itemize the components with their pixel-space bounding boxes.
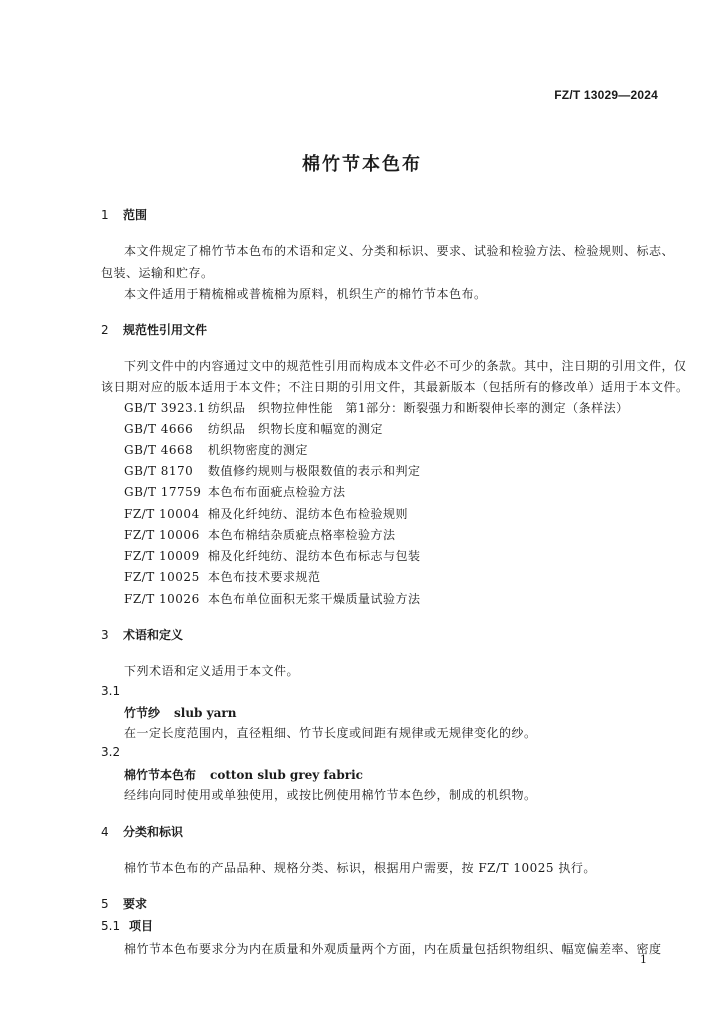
reference-title: 纺织品 织物拉伸性能 第1部分：断裂强力和断裂伸长率的测定（条样法） — [208, 401, 629, 415]
reference-code: FZ/T 10004 — [124, 507, 200, 521]
section-number: 2 — [101, 323, 109, 337]
page-number: 1 — [640, 953, 647, 966]
reference-code: GB/T 17759 — [124, 485, 202, 499]
subsection-title: 项目 — [129, 919, 154, 933]
term-heading — [124, 704, 236, 721]
s2-intro-line-2: 该日期对应的版本适用于本文件；不注日期的引用文件，其最新版本（包括所有的修改单）适用于本文件。 — [101, 380, 689, 394]
reference-title: 数值修约规则与极限数值的表示和判定 — [208, 464, 421, 478]
reference-item — [124, 568, 321, 585]
subsection-number: 5.1 — [101, 919, 121, 933]
term-en: cotton slub grey fabric — [210, 768, 363, 782]
document-title: 棉竹节本色布 — [302, 154, 422, 175]
reference-title: 机织物密度的测定 — [208, 443, 309, 457]
reference-code: GB/T 4668 — [124, 443, 194, 457]
s1-paragraph-1-line-2: 包装、运输和贮存。 — [101, 266, 214, 280]
reference-title: 本色布技术要求规范 — [208, 570, 321, 584]
section-title: 范围 — [123, 208, 148, 222]
reference-item — [124, 441, 308, 458]
reference-item — [124, 590, 421, 607]
s5-1-paragraph: 棉竹节本色布要求分为内在质量和外观质量两个方面，内在质量包括织物组织、幅宽偏差率、密度 — [124, 942, 662, 956]
s2-intro-line-1: 下列文件中的内容通过文中的规范性引用而构成本文件必不可少的条款。其中，注日期的引用文件，仅 — [124, 359, 687, 373]
reference-code: FZ/T 10026 — [124, 592, 200, 606]
term-en: slub yarn — [174, 706, 237, 720]
reference-title: 纺织品 织物长度和幅宽的测定 — [208, 422, 384, 436]
reference-item — [124, 526, 396, 543]
reference-title: 本色布布面疵点检验方法 — [208, 485, 346, 499]
section-title: 术语和定义 — [123, 628, 184, 642]
reference-code: GB/T 4666 — [124, 422, 194, 436]
s4-paragraph: 棉竹节本色布的产品品种、规格分类、标识，根据用户需要，按 FZ/T 10025 执行。 — [124, 861, 596, 875]
section-number: 1 — [101, 208, 109, 222]
reference-title: 本色布棉结杂质疵点格率检验方法 — [208, 528, 396, 542]
reference-code: GB/T 8170 — [124, 464, 194, 478]
term-zh: 棉竹节本色布 — [124, 768, 197, 782]
s1-paragraph-2: 本文件适用于精梳棉或普梳棉为原料，机织生产的棉竹节本色布。 — [124, 287, 487, 301]
reference-item — [124, 547, 421, 564]
reference-item — [124, 462, 421, 479]
section-3-heading — [101, 626, 183, 643]
reference-title: 棉及化纤纯纺、混纺本色布检验规则 — [208, 507, 409, 521]
reference-code: FZ/T 10009 — [124, 549, 200, 563]
term-number: 3.1 — [101, 684, 121, 698]
section-title: 规范性引用文件 — [123, 323, 208, 337]
reference-item — [124, 399, 629, 416]
reference-item — [124, 420, 383, 437]
section-5-heading — [101, 895, 147, 912]
term-heading — [124, 766, 363, 783]
reference-title: 棉及化纤纯纺、混纺本色布标志与包装 — [208, 549, 421, 563]
reference-code: GB/T 3923.1 — [124, 401, 206, 415]
s3-intro: 下列术语和定义适用于本文件。 — [124, 664, 300, 678]
standard-code: FZ/T 13029—2024 — [554, 88, 658, 102]
reference-title: 本色布单位面积无浆干燥质量试验方法 — [208, 592, 421, 606]
term-definition: 经纬向同时使用或单独使用，或按比例使用棉竹节本色纱，制成的机织物。 — [124, 788, 537, 802]
term-definition: 在一定长度范围内，直径粗细、竹节长度或间距有规律或无规律变化的纱。 — [124, 726, 537, 740]
term-number: 3.2 — [101, 745, 121, 759]
s1-paragraph-1-line-1: 本文件规定了棉竹节本色布的术语和定义、分类和标识、要求、试验和检验方法、检验规则、标志、 — [124, 244, 675, 258]
section-2-heading — [101, 321, 207, 338]
section-number: 5 — [101, 897, 109, 911]
reference-code: FZ/T 10025 — [124, 570, 200, 584]
subsection-5-1-heading — [101, 917, 153, 934]
reference-code: FZ/T 10006 — [124, 528, 200, 542]
section-number: 3 — [101, 628, 109, 642]
term-zh: 竹节纱 — [124, 706, 161, 720]
section-title: 要求 — [123, 897, 148, 911]
section-4-heading — [101, 823, 183, 840]
section-1-heading — [101, 206, 147, 223]
section-title: 分类和标识 — [123, 825, 184, 839]
section-number: 4 — [101, 825, 109, 839]
reference-item — [124, 505, 408, 522]
reference-item — [124, 483, 346, 500]
